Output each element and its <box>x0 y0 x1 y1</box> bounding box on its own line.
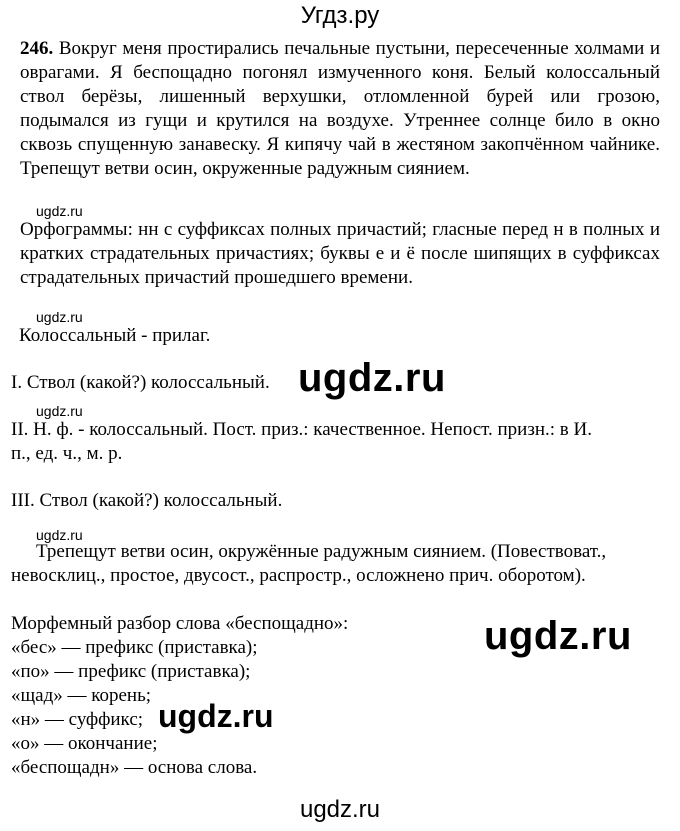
watermark-small: ugdz.ru <box>36 309 83 325</box>
orthograms-paragraph: Орфограммы: нн с суффиксах полных причастий; гласные перед н в полных и кратких страдательных причастиях; буквы е и ё после шипящих в суффиксах страдательных причастий прошедшего времени. <box>20 219 660 288</box>
analysis-step-2-line2: п., ед. ч., м. р. <box>11 443 123 464</box>
morpheme-item: «по» — префикс (приставка); <box>11 661 251 682</box>
sentence-line2: невосклиц., простое, двусост., распростр., осложнено прич. оборотом). <box>11 565 586 586</box>
task-paragraph <box>20 37 660 181</box>
sentence-line1: Трепещут ветви осин, окружённые радужным сиянием. (Повествоват., <box>36 541 607 562</box>
analysis-step-1: I. Ствол (какой?) колоссальный. <box>11 372 270 393</box>
analysis-step-3: III. Ствол (какой?) колоссальный. <box>11 490 283 511</box>
site-title: Угдз.ру <box>300 2 380 29</box>
footer-watermark: ugdz.ru <box>299 796 381 823</box>
task-text: Вокруг меня простирались печальные пустыни, пересеченные холмами и оврагами. Я беспощадно погонял измученного коня. Белый колоссальный ствол берёзы, лишенный верхушки, отломленной бурей или грозою, подымался из гущи и крутился на воздухе. Утреннее солнце било в окно сквозь спущенную занавеску. Я кипячу чай в жестяном закопчённом чайнике. Трепещут ветви осин, окруженные радужным сиянием. <box>20 38 661 179</box>
morpheme-title: Морфемный разбор слова «беспощадно»: <box>11 613 349 634</box>
morpheme-item: «бес» — префикс (приставка); <box>11 637 258 658</box>
analysis-word: Колоссальный - прилаг. <box>19 325 211 346</box>
watermark-big: ugdz.ru <box>158 698 274 734</box>
watermark-big: ugdz.ru <box>484 614 632 658</box>
watermark-small: ugdz.ru <box>36 527 83 543</box>
watermark-small: ugdz.ru <box>36 203 83 219</box>
analysis-step-2-line1: II. Н. ф. - колоссальный. Пост. приз.: качественное. Непост. призн.: в И. <box>11 419 592 440</box>
morpheme-item: «н» — суффикс; <box>11 709 144 730</box>
watermark-small: ugdz.ru <box>36 403 83 419</box>
morpheme-item: «беспощадн» — основа слова. <box>11 757 258 778</box>
morpheme-item: «о» — окончание; <box>11 733 158 754</box>
watermark-big: ugdz.ru <box>298 356 446 400</box>
morpheme-item: «щад» — корень; <box>11 685 152 706</box>
task-number: 246. <box>20 38 54 59</box>
